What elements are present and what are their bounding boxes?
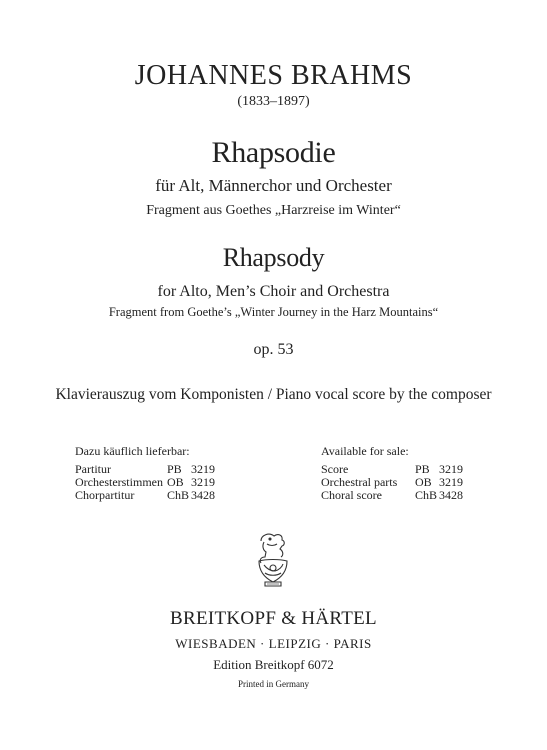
title-english: Rhapsody	[222, 243, 325, 272]
item-number: 3219	[191, 462, 215, 476]
item-code: ChB	[167, 488, 190, 502]
availability-heading: Dazu käuflich lieferbar:	[75, 444, 190, 458]
fragment-german: Fragment aus Goethes „Harzreise im Winter“	[146, 203, 401, 218]
item-code: OB	[167, 475, 184, 489]
piano-score-line: Klavierauszug vom Komponisten / Piano vocal score by the composer	[55, 386, 492, 403]
fragment-english: Fragment from Goethe’s „Winter Journey in the Harz Mountains“	[108, 305, 439, 319]
availability-heading: Available for sale:	[321, 444, 409, 458]
printed-in: Printed in Germany	[238, 679, 309, 689]
list-item	[75, 489, 215, 502]
item-name: Choral score	[321, 488, 382, 502]
item-name: Partitur	[75, 462, 111, 476]
item-number: 3428	[191, 488, 215, 502]
item-code: ChB	[415, 488, 438, 502]
edition-number: Edition Breitkopf 6072	[213, 657, 334, 672]
publisher-cities: WIESBADEN · LEIPZIG · PARIS	[175, 636, 372, 651]
subtitle-german: für Alt, Männerchor und Orchester	[155, 176, 392, 195]
opus-number: op. 53	[253, 341, 294, 358]
item-code: PB	[415, 462, 430, 476]
item-name: Chorpartitur	[75, 488, 135, 502]
availability-english	[321, 445, 463, 502]
subtitle-english: for Alto, Men’s Choir and Orchestra	[157, 283, 390, 300]
item-number: 3219	[439, 462, 463, 476]
composer-name: JOHANNES BRAHMS	[134, 60, 413, 91]
item-number: 3428	[439, 488, 463, 502]
item-name: Score	[321, 462, 349, 476]
breitkopf-bear-emblem-icon	[247, 529, 299, 589]
item-number: 3219	[439, 475, 463, 489]
item-name: Orchesterstimmen	[75, 475, 163, 489]
item-name: Orchestral parts	[321, 475, 398, 489]
composer-dates: (1833–1897)	[237, 94, 310, 109]
list-item	[321, 489, 463, 502]
title-german: Rhapsodie	[211, 136, 336, 169]
item-code: OB	[415, 475, 432, 489]
availability-german	[75, 445, 215, 502]
item-number: 3219	[191, 475, 215, 489]
publisher-name: BREITKOPF & HÄRTEL	[170, 608, 377, 629]
item-code: PB	[167, 462, 182, 476]
